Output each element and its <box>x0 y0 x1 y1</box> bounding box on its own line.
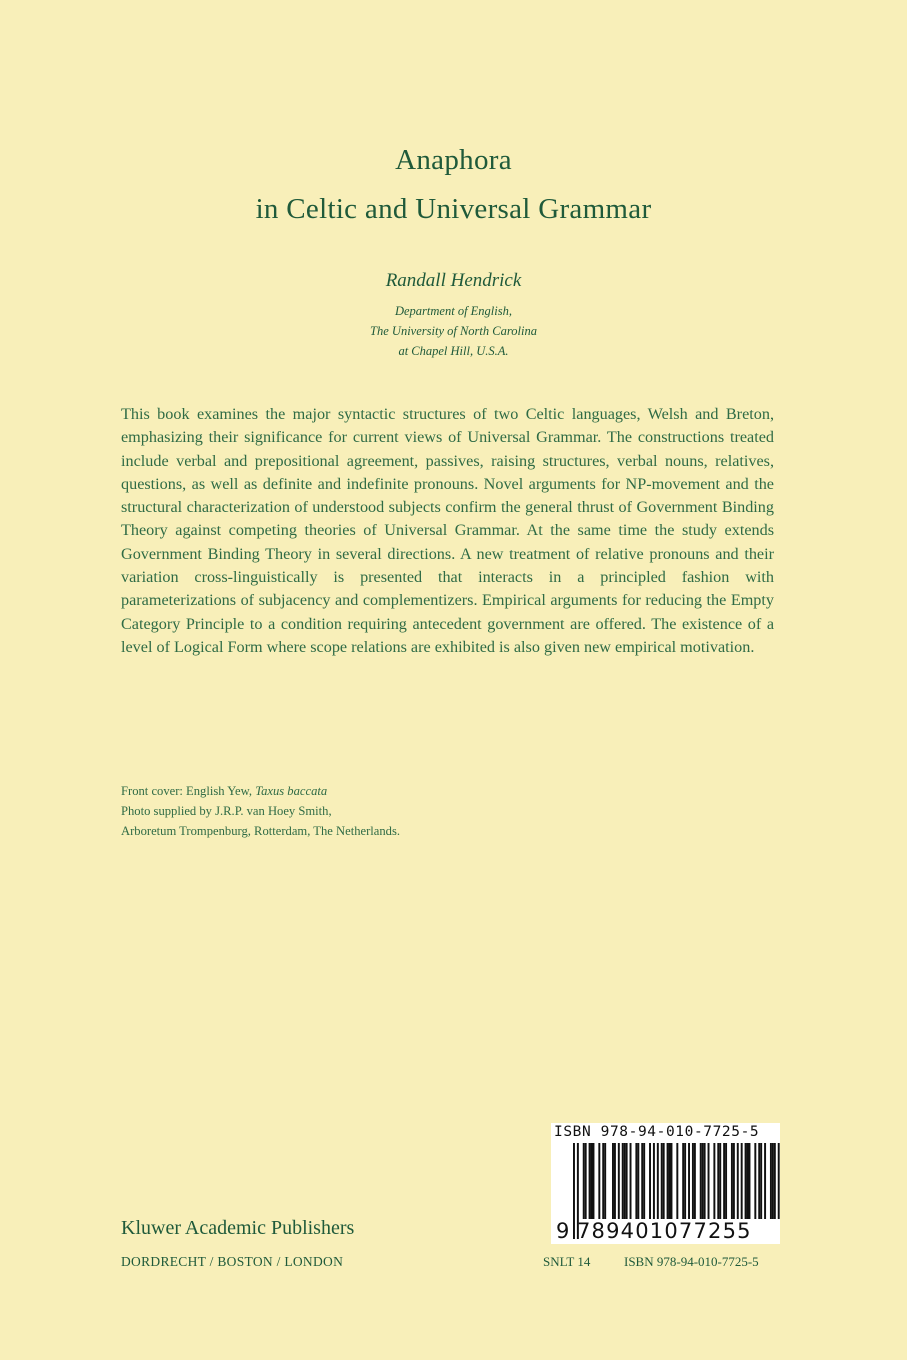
barcode-bar <box>657 1143 659 1219</box>
barcode-bar <box>671 1143 673 1219</box>
barcode-bar <box>733 1143 735 1219</box>
barcode-bar <box>649 1143 651 1219</box>
book-description: This book examines the major syntactic structures of two Celtic languages, Welsh and Breton, emphasizing their significance for current views of Universal Grammar. The constructions treated include verbal and prepositional agreement, passives, raising structures, verbal nouns, relatives, questions, as well as definite and indefinite pronouns. Novel arguments for NP-movement and the structural characterization of understood subjects confirm the general thrust of Government Binding Theory against competing theories of Universal Grammar. At the same time the study extends Government Binding Theory in several directions. A new treatment of relative pronouns and their variation cross-linguistically is presented that interacts in a principled fashion with parameterizations of subjacency and complementizers. Empirical arguments for reducing the Empty Category Principle to a condition requiring antecedent government are offered. The existence of a level of Logical Form where scope relations are exhibited is also given new empirical motivation. <box>121 405 774 656</box>
barcode-bar <box>694 1143 696 1219</box>
barcode-bar <box>585 1143 587 1219</box>
barcode-bar <box>593 1143 595 1219</box>
barcode-bar <box>774 1143 776 1219</box>
barcode-bar <box>602 1143 604 1219</box>
barcode-bar <box>717 1143 719 1219</box>
barcode-bar <box>684 1143 686 1219</box>
barcode-bar <box>745 1143 747 1219</box>
barcode-bar <box>669 1143 671 1219</box>
book-title-line-2: in Celtic and Universal Grammar <box>255 193 652 225</box>
barcode-bar <box>591 1143 593 1219</box>
barcode-bar <box>663 1143 665 1219</box>
barcode-isbn-text: ISBN 978-94-010-7725-5 <box>554 1124 760 1140</box>
barcode-bar <box>643 1143 645 1219</box>
barcode-bar <box>661 1143 663 1219</box>
cover-credit-line-3: Arboretum Trompenburg, Rotterdam, The Netherlands. <box>121 824 401 838</box>
barcode-bar <box>624 1143 626 1219</box>
barcode-bar <box>692 1143 694 1219</box>
barcode-bar <box>741 1143 743 1219</box>
barcode-bar <box>682 1143 684 1219</box>
barcode-bar <box>598 1143 600 1219</box>
barcode-bar <box>747 1143 749 1219</box>
barcode-bar <box>630 1143 632 1219</box>
barcode-bar <box>641 1143 643 1219</box>
publisher-cities: DORDRECHT / BOSTON / LONDON <box>121 1254 344 1269</box>
barcode-bar <box>702 1143 704 1219</box>
series-code: SNLT 14 <box>543 1254 591 1269</box>
barcode-bar <box>688 1143 690 1219</box>
author-affiliation-line-3: at Chapel Hill, U.S.A. <box>398 344 509 358</box>
barcode-bar <box>770 1143 772 1219</box>
publisher-name: Kluwer Academic Publishers <box>121 1217 355 1239</box>
barcode-bar <box>772 1143 774 1219</box>
barcode-bar <box>635 1143 637 1219</box>
barcode-bar <box>708 1143 710 1219</box>
barcode-bar <box>626 1143 628 1219</box>
barcode-bar <box>778 1143 780 1219</box>
barcode-bar <box>622 1143 624 1219</box>
barcode-bar <box>737 1143 739 1219</box>
barcode-bar <box>704 1143 706 1219</box>
barcode-bar <box>653 1143 655 1219</box>
book-title-line-1: Anaphora <box>395 144 512 176</box>
barcode-bar <box>719 1143 721 1219</box>
cover-credit-line-2: Photo supplied by J.R.P. van Hoey Smith, <box>121 804 332 818</box>
barcode-bar <box>573 1143 575 1239</box>
isbn-label: ISBN 978-94-010-7725-5 <box>624 1254 759 1269</box>
isbn-barcode <box>551 1123 780 1244</box>
barcode-bar <box>758 1143 760 1219</box>
barcode-bar <box>731 1143 733 1219</box>
author-affiliation-line-2: The University of North Carolina <box>370 324 537 338</box>
barcode-bar <box>604 1143 606 1219</box>
barcode-bar <box>583 1143 585 1219</box>
barcode-first-digit: 9 <box>556 1219 570 1243</box>
barcode-bar <box>754 1143 756 1219</box>
barcode-bar <box>725 1143 727 1219</box>
barcode-bar <box>749 1143 751 1219</box>
barcode-bar <box>713 1143 715 1219</box>
barcode-bar <box>637 1143 639 1219</box>
cover-credit-species: Taxus baccata <box>255 784 328 798</box>
barcode-bar <box>760 1143 762 1219</box>
barcode-digits: 789401077255 <box>577 1219 752 1243</box>
barcode-bar <box>614 1143 616 1219</box>
cover-credit-line-1 <box>121 784 327 799</box>
barcode-bar <box>667 1143 669 1219</box>
author-affiliation-line-1: Department of English, <box>394 304 512 318</box>
barcode-bar <box>676 1143 678 1219</box>
barcode-bar <box>618 1143 620 1219</box>
barcode-bar <box>723 1143 725 1219</box>
barcode-bar <box>764 1143 766 1219</box>
barcode-bar <box>589 1143 591 1219</box>
barcode-bar <box>700 1143 702 1219</box>
author-name: Randall Hendrick <box>385 270 522 291</box>
barcode-bar <box>612 1143 614 1219</box>
cover-credit-prefix: Front cover: English Yew, <box>121 784 256 798</box>
